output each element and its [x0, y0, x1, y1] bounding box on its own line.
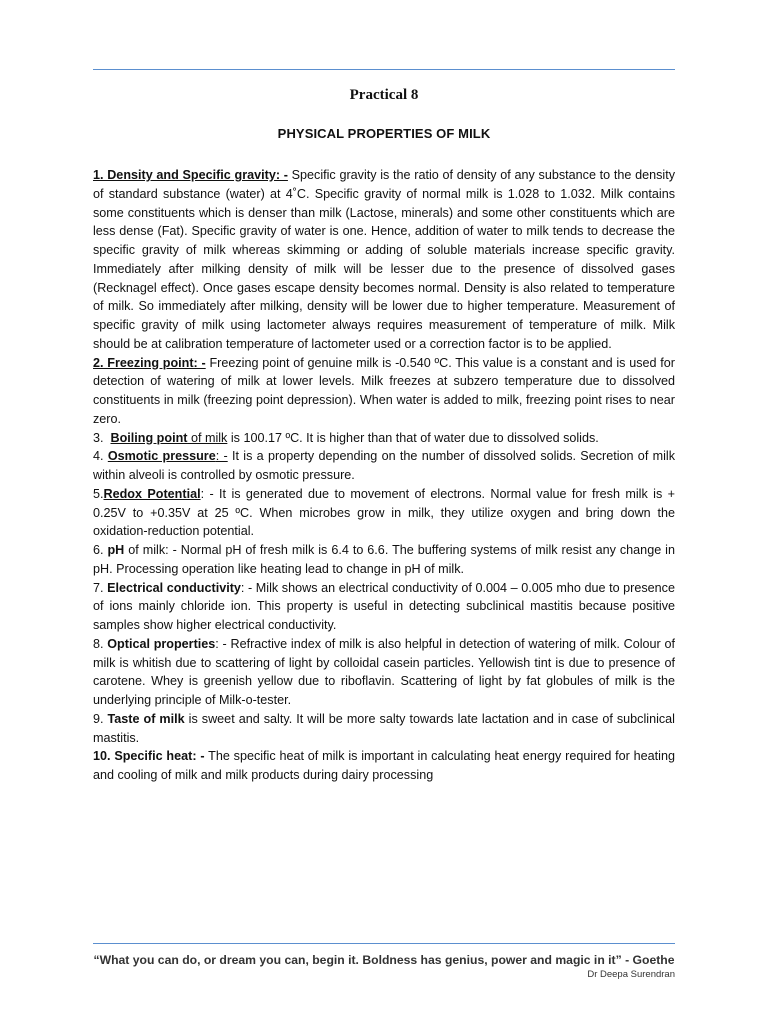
conductivity-text: : - Milk shows an electrical conductivity of 0.004 – 0.005 mho due to presence of ions mainly chloride ion. This property is useful in detecting subclinical mastitis because positive samples show higher electrical conductivity.	[93, 580, 675, 632]
footer-quote: “What you can do, or dream you can, begin it. Boldness has genius, power and magic in it” - Goethe	[93, 953, 675, 967]
footer-rule	[93, 943, 675, 944]
osmotic-label: Osmotic pressure	[107, 449, 216, 464]
header-rule	[93, 69, 675, 70]
paragraph-density	[93, 166, 675, 354]
conductivity-label: Electrical conductivity	[107, 580, 241, 595]
paragraph-boiling-point	[93, 429, 675, 448]
paragraph-taste	[93, 710, 675, 748]
specific-heat-text: The specific heat of milk is important in calculating heat energy required for heating and cooling of milk and milk products during dairy processing	[93, 749, 675, 782]
paragraph-freezing-point	[93, 354, 675, 429]
density-label: 1. Density and Specific gravity: -	[93, 168, 288, 182]
document-body	[93, 166, 675, 785]
density-text: Specific gravity is the ratio of density of any substance to the density of standard substance (water) at 4˚C. Specific gravity of normal milk is 1.028 to 1.032. Milk contains some constituents which is denser than milk (Lactose, minerals) and some other constituents which are less dense (Fat). Specific gravity of water is one. Hence, addition of water to milk tends to decrease the specific gravity of milk whereas skimming or adding of soluble materials increase specific gravity. Immediately after milking density of milk will be lesser due to the presence of dissolved gases (Recknagel effect). Once gases escape density becomes normal. Density is also related to temperature of milk. So immediately after milking, density will be lower due to higher temperature. Measurement of specific gravity of milk using lactometer always requires measurement of temperature of milk. Milk should be at calibration temperature of lactometer used or a correction factor is to be applied.	[93, 168, 675, 351]
taste-text: is sweet and salty. It will be more salty towards late lactation and in case of subclinical mastitis.	[93, 711, 675, 745]
boiling-text: is 100.17 ºC. It is higher than that of water due to dissolved solids.	[227, 430, 599, 445]
conductivity-number: 7.	[93, 580, 108, 595]
paragraph-electrical-conductivity	[93, 579, 675, 635]
osmotic-separator: : -	[215, 449, 228, 464]
paragraph-ph	[93, 541, 675, 579]
optical-label: Optical properties	[107, 636, 216, 651]
freezing-label: 2. Freezing point: -	[93, 355, 206, 370]
redox-label: Redox Potential	[103, 486, 201, 501]
osmotic-text: It is a property depending on the number of dissolved solids. Secretion of milk within alveoli is controlled by osmotic pressure.	[93, 449, 675, 482]
ph-number: 6.	[93, 543, 108, 557]
freezing-text: Freezing point of genuine milk is -0.540 ºC. This value is a constant and is used for detection of watering of milk at lower levels. Milk freezes at subzero temperature due to dissolved constituents in milk (freezing point depression). When water is added to milk, freezing point rises to near zero.	[93, 355, 675, 426]
optical-number: 8.	[93, 636, 108, 651]
boiling-label: Boiling point	[110, 430, 188, 445]
boiling-number: 3.	[93, 430, 111, 445]
paragraph-redox-potential	[93, 485, 675, 541]
taste-number: 9.	[93, 711, 108, 726]
paragraph-osmotic-pressure	[93, 447, 675, 485]
specific-heat-label: 10. Specific heat: -	[93, 749, 205, 764]
paragraph-specific-heat	[93, 747, 675, 785]
optical-text: : - Refractive index of milk is also helpful in detection of watering of milk. Colour of milk is whitish due to scattering of light by colloidal casein particles. Yellowish tint is due to presence of carotene. Whey is greenish yellow due to riboflavin. Scattering of light by fat globules of milk is the underlying principle of Milk-o-tester.	[93, 636, 675, 707]
osmotic-number: 4.	[93, 449, 108, 464]
footer-author: Dr Deepa Surendran	[587, 969, 675, 980]
redox-text: : - It is generated due to movement of electrons. Normal value for fresh milk is + 0.25V to +0.35V at 25 ºC. When microbes grow in milk, they utilize oxygen and bring down the oxidation-reduction potential.	[93, 486, 675, 539]
taste-label: Taste of milk	[107, 711, 185, 726]
boiling-of-milk: of milk	[187, 430, 228, 445]
paragraph-optical-properties	[93, 635, 675, 710]
practical-heading: Practical 8	[349, 87, 419, 103]
page-title: PHYSICAL PROPERTIES OF MILK	[277, 126, 491, 141]
ph-text: of milk: - Normal pH of fresh milk is 6.4 to 6.6. The buffering systems of milk resist any change in pH. Processing operation like heating lead to change in pH of milk.	[93, 543, 675, 576]
redox-number: 5.	[93, 486, 104, 501]
ph-label: pH	[107, 543, 125, 557]
